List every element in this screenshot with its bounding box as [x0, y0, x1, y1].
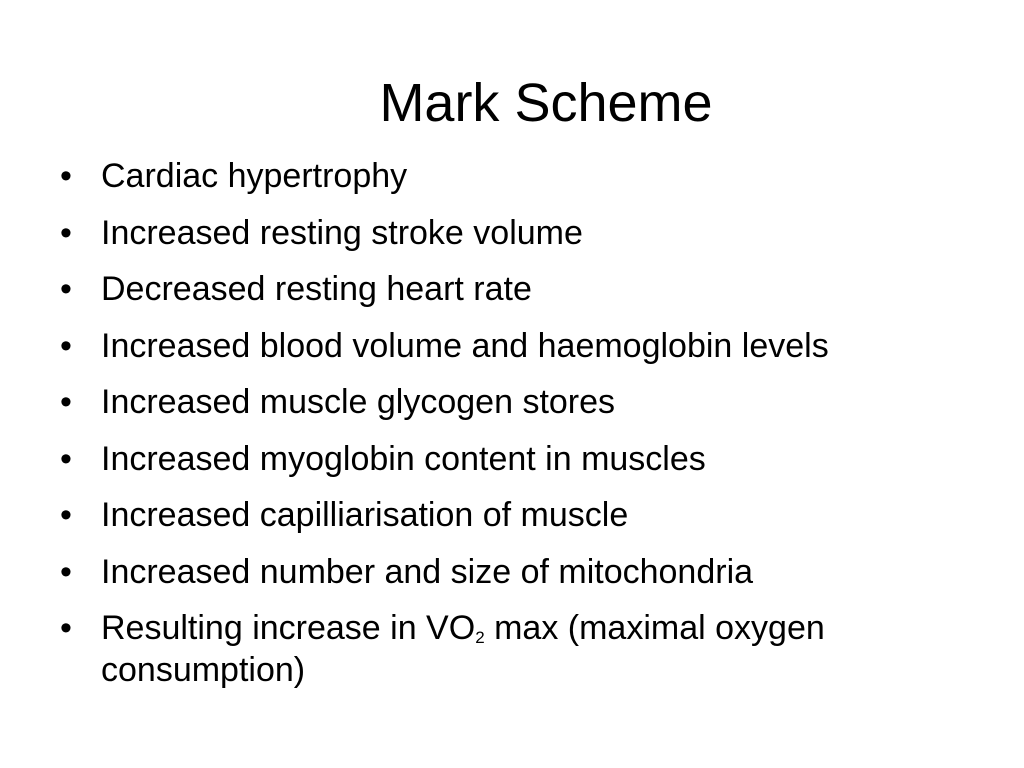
list-item-text: Cardiac hypertrophy	[101, 157, 408, 195]
bullet-icon: •	[60, 609, 72, 647]
list-item-text: Increased muscle glycogen stores	[101, 383, 616, 421]
list-item-text: Increased resting stroke volume	[101, 213, 583, 252]
list-item-text: Increased capilliarisation of muscle	[101, 496, 629, 534]
list-item-text-before: Resulting increase in VO	[101, 609, 476, 647]
bullet-icon: •	[60, 270, 72, 308]
subscript-two: 2	[475, 628, 485, 647]
list-item-text: Increased blood volume and haemoglobin levels	[101, 326, 829, 365]
list-item	[60, 438, 980, 480]
bullet-icon: •	[60, 383, 72, 421]
bullet-icon: •	[60, 213, 72, 252]
slide-title: Mark Scheme	[379, 73, 713, 133]
list-item-text: Decreased resting heart rate	[101, 270, 532, 308]
list-item	[60, 155, 980, 197]
list-item	[60, 381, 980, 423]
list-item	[60, 268, 980, 310]
list-item-vo2	[60, 607, 980, 691]
list-item-text-after: max (maximal oxygen consumption)	[101, 609, 825, 689]
bullet-icon: •	[60, 439, 72, 478]
list-item	[60, 494, 980, 536]
list-item	[60, 212, 980, 254]
list-item	[60, 551, 980, 593]
list-item-text: Increased number and size of mitochondria	[101, 552, 754, 591]
bullet-icon: •	[60, 326, 72, 365]
bullet-list	[60, 155, 980, 706]
list-item	[60, 325, 980, 367]
bullet-icon: •	[60, 496, 72, 534]
bullet-icon: •	[60, 552, 72, 591]
list-item-text: Increased myoglobin content in muscles	[101, 439, 706, 478]
bullet-icon: •	[60, 157, 72, 195]
